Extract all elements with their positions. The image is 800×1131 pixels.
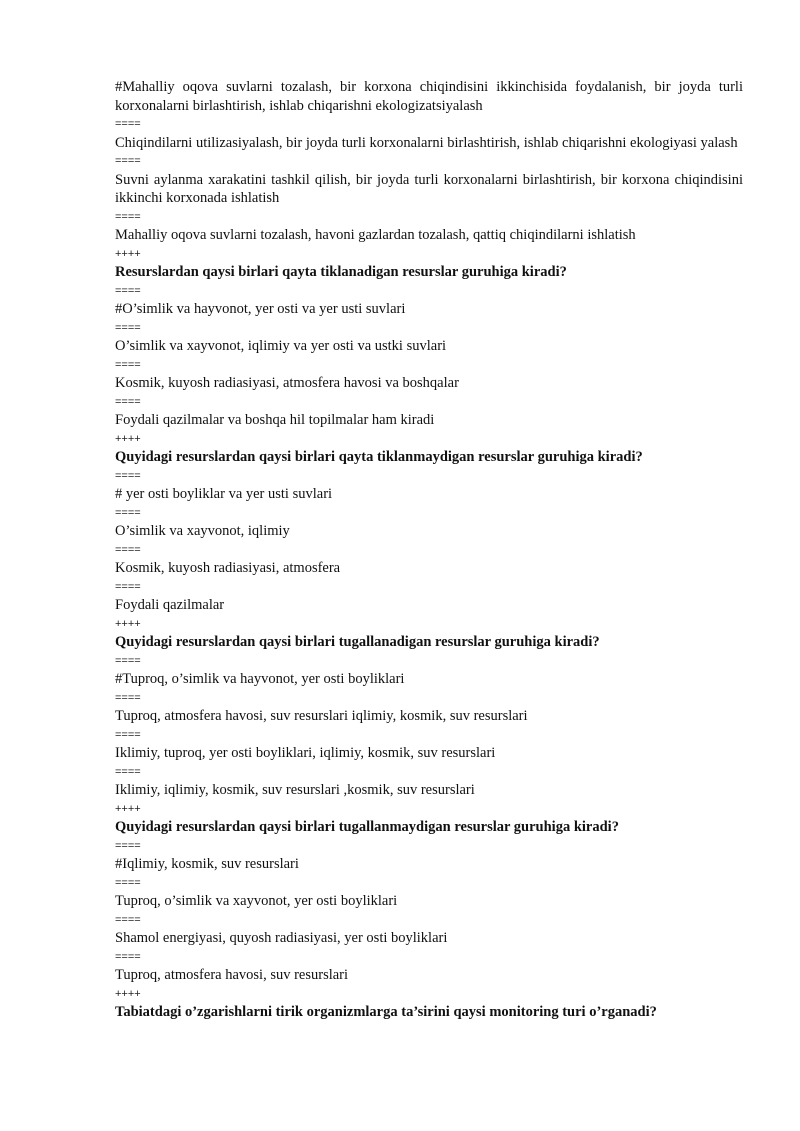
- question-text: Resurslardan qaysi birlari qayta tiklanadigan resurslar guruhiga kiradi?: [115, 264, 567, 280]
- answer-option: O’simlik va xayvonot, iqlimiy va yer osti va ustki suvlari: [115, 338, 447, 354]
- separator-line: ====: [115, 284, 141, 297]
- separator-line: ====: [115, 543, 141, 556]
- separator-line: ++++: [115, 247, 141, 260]
- answer-option: Iklimiy, iqlimiy, kosmik, suv resurslari ,kosmik, suv resurslari: [115, 782, 475, 798]
- answer-option: Foydali qazilmalar: [115, 597, 225, 613]
- answer-option: O’simlik va xayvonot, iqlimiy: [115, 523, 290, 539]
- separator-line: ====: [115, 155, 141, 167]
- separator-line: ++++: [115, 432, 141, 445]
- separator-line: ++++: [115, 987, 141, 1000]
- answer-option: # yer osti boyliklar va yer usti suvlari: [115, 486, 333, 502]
- answer-option: #O’simlik va hayvonot, yer osti va yer usti suvlari: [115, 301, 406, 317]
- answer-option: Suvni aylanma xarakatini tashkil qilish, bir joyda turli korxonalarni birlashtirish, bir korxona chiqindisini ikkinchi korxonada ishlatish: [115, 171, 743, 206]
- separator-line: ====: [115, 506, 141, 519]
- question-text: Quyidagi resurslardan qaysi birlari tugallanadigan resurslar guruhiga kiradi?: [115, 634, 600, 650]
- answer-option: Tuproq, atmosfera havosi, suv resurslari iqlimiy, kosmik, suv resurslari: [115, 708, 528, 724]
- separator-line: ====: [115, 358, 141, 371]
- separator-line: ++++: [115, 802, 141, 815]
- answer-option: #Tuproq, o’simlik va hayvonot, yer osti boyliklari: [115, 671, 405, 687]
- document-page: [115, 78, 743, 1022]
- separator-line: ====: [115, 321, 141, 334]
- answer-option: Chiqindilarni utilizasiyalash, bir joyda turli korxonalarni birlashtirish, ishlab chiqarishni ekologiyasi yalash: [115, 134, 738, 151]
- answer-option: Shamol energiyasi, quyosh radiasiyasi, yer osti boyliklari: [115, 930, 448, 946]
- separator-line: ====: [115, 118, 141, 130]
- question-text: Tabiatdagi o’zgarishlarni tirik organizmlarga ta’sirini qaysi monitoring turi o’rganadi?: [115, 1004, 657, 1020]
- question-text: Quyidagi resurslardan qaysi birlari qayta tiklanmaydigan resurslar guruhiga kiradi?: [115, 449, 643, 465]
- answer-option: Tuproq, o’simlik va xayvonot, yer osti boyliklari: [115, 893, 398, 909]
- separator-line: ====: [115, 876, 141, 889]
- separator-line: ++++: [115, 617, 141, 630]
- separator-line: ====: [115, 469, 141, 482]
- answer-option: Iklimiy, tuproq, yer osti boyliklari, iqlimiy, kosmik, suv resurslari: [115, 745, 496, 761]
- separator-line: ====: [115, 913, 141, 926]
- answer-option: #Mahalliy oqova suvlarni tozalash, bir korxona chiqindisini ikkinchisida foydalanish, bir joyda turli korxonalarni birlashtirish, ishlab chiqarishni ekologizatsiyalash: [115, 79, 743, 114]
- separator-line: ====: [115, 765, 141, 778]
- separator-line: ====: [115, 395, 141, 408]
- separator-line: ====: [115, 210, 141, 223]
- separator-line: ====: [115, 950, 141, 963]
- answer-option: Tuproq, atmosfera havosi, suv resurslari: [115, 967, 349, 983]
- answer-option: Kosmik, kuyosh radiasiyasi, atmosfera havosi va boshqalar: [115, 375, 459, 391]
- separator-line: ====: [115, 728, 141, 741]
- separator-line: ====: [115, 691, 141, 704]
- separator-line: ====: [115, 839, 141, 852]
- separator-line: ====: [115, 580, 141, 593]
- answer-option: Mahalliy oqova suvlarni tozalash, havoni gazlardan tozalash, qattiq chiqindilarni ishlatish: [115, 227, 636, 243]
- separator-line: ====: [115, 654, 141, 667]
- answer-option: Kosmik, kuyosh radiasiyasi, atmosfera: [115, 560, 341, 576]
- answer-option: Foydali qazilmalar va boshqa hil topilmalar ham kiradi: [115, 412, 435, 428]
- answer-option: #Iqlimiy, kosmik, suv resurslari: [115, 856, 299, 872]
- question-text: Quyidagi resurslardan qaysi birlari tugallanmaydigan resurslar guruhiga kiradi?: [115, 819, 619, 835]
